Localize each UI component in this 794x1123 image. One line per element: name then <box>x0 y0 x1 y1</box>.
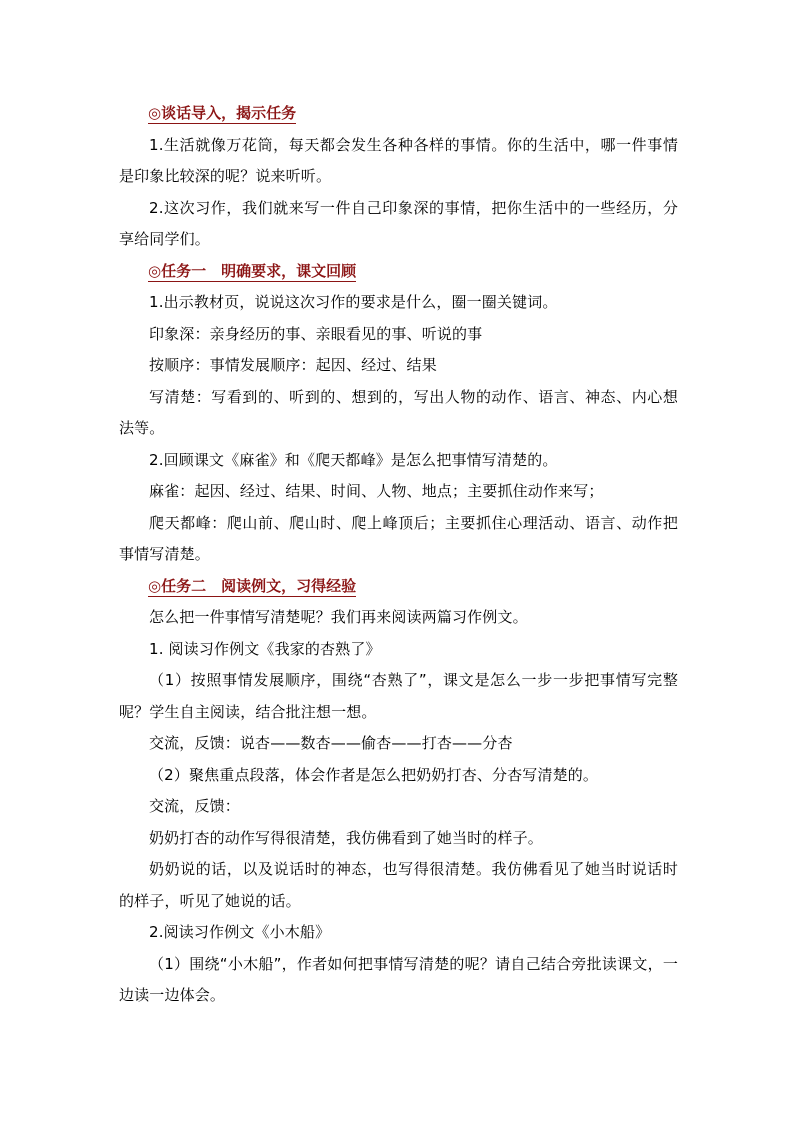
paragraph: 写清楚：写看到的、听到的、想到的，写出人物的动作、语言、神态、内心想法等。 <box>119 387 678 437</box>
paragraph: 奶奶打杏的动作写得很清楚，我仿佛看到了她当时的样子。 <box>149 828 543 847</box>
paragraph: 1.出示教材页，说说这次习作的要求是什么，圈一圈关键词。 <box>149 293 558 311</box>
paragraph: 印象深：亲身经历的事、亲眼看见的事、听说的事 <box>149 324 483 343</box>
paragraph: 交流，反馈： <box>149 797 240 815</box>
paragraph: 爬天都峰：爬山前、爬山时、爬上峰顶后；主要抓住心理活动、语言、动作把事情写清楚。 <box>119 513 678 563</box>
paragraph: 2.回顾课文《麻雀》和《爬天都峰》是怎么把事情写清楚的。 <box>149 450 558 469</box>
paragraph: （2）聚焦重点段落，体会作者是怎么把奶奶打杏、分杏写清楚的。 <box>149 765 599 784</box>
paragraph: 麻雀：起因、经过、结果、时间、人物、地点；主要抓住动作来写； <box>149 482 604 500</box>
section-heading-task-two: ◎任务二 阅读例文，习得经验 <box>148 576 357 595</box>
paragraph: 1.生活就像万花筒，每天都会发生各种各样的事情。你的生活中，哪一件事情是印象比较深的呢？说来听听。 <box>119 135 678 185</box>
paragraph: 2.阅读习作例文《小木船》 <box>149 923 331 941</box>
paragraph: 1. 阅读习作例文《我家的杏熟了》 <box>149 639 381 658</box>
paragraph: （1）围绕“小木船”，作者如何把事情写清楚的呢？请自己结合旁批读课文，一边读一边体会。 <box>119 954 678 1004</box>
paragraph: 怎么把一件事情写清楚呢？我们再来阅读两篇习作例文。 <box>149 608 528 626</box>
section-heading-task-one: ◎任务一 明确要求，课文回顾 <box>148 261 357 280</box>
paragraph: 奶奶说的话，以及说话时的神态，也写得很清楚。我仿佛看见了她当时说话时的样子，听见了她说的话。 <box>119 860 678 910</box>
paragraph: 交流，反馈：说杏——数杏——偷杏——打杏——分杏 <box>149 734 513 752</box>
paragraph: 2.这次习作，我们就来写一件自己印象深的事情，把你生活中的一些经历，分享给同学们。 <box>119 198 678 248</box>
section-heading-intro: ◎谈话导入，揭示任务 <box>148 104 297 122</box>
paragraph: 按顺序：事情发展顺序：起因、经过、结果 <box>149 356 437 374</box>
paragraph: （1）按照事情发展顺序，围绕“杏熟了”，课文是怎么一步一步把事情写完整呢？学生自主阅读，结合批注想一想。 <box>119 671 678 721</box>
